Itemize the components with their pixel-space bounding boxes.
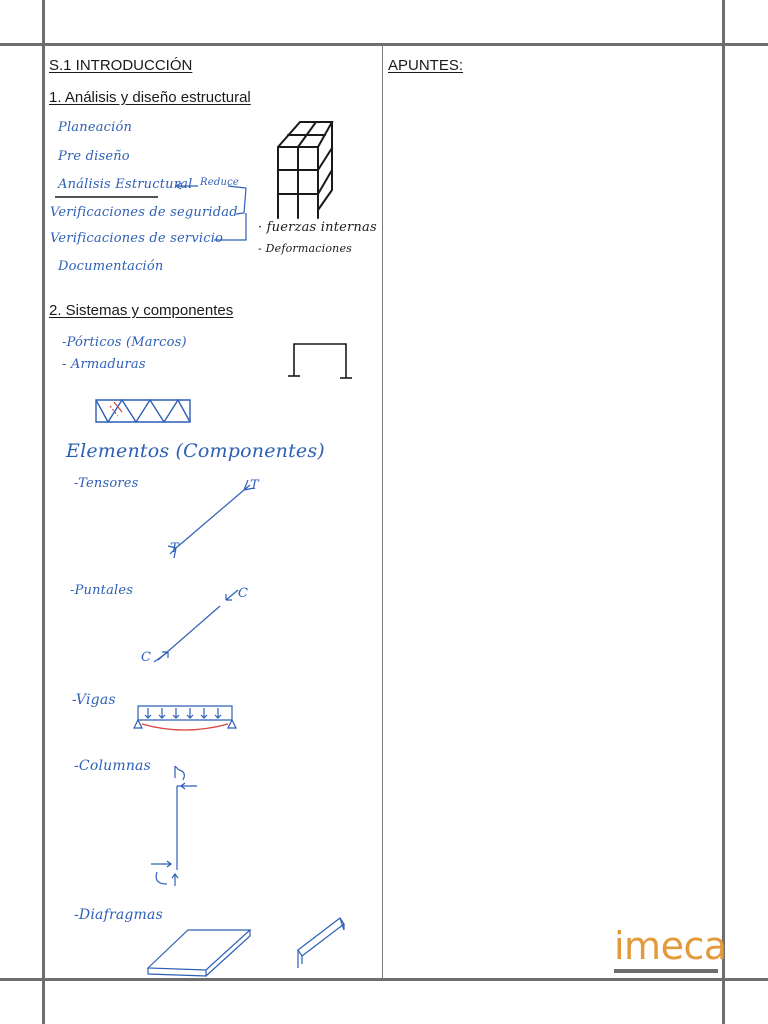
system-porticos: -Pórticos (Marcos) [62,335,187,350]
truss-sketch [92,396,194,428]
strut-sketch [140,584,250,668]
element-tensores: -Tensores [74,476,139,491]
notes-heading: APUNTES: [388,57,464,74]
step-analisis: Análisis Estructural [58,177,193,192]
imeca-logo [614,924,727,977]
bottom-border-line [0,978,768,981]
beam-sketch [134,702,238,734]
analysis-loop-sketch [0,0,768,300]
tensor-label-bottom: T [170,541,179,556]
elements-heading: Elementos (Componentes) [66,440,325,462]
portal-frame-sketch [284,340,356,384]
building-frame-sketch [270,112,340,222]
page-heading: S.1 INTRODUCCIÓN [49,57,193,74]
step-verif-seguridad: Verificaciones de seguridad [50,205,238,220]
reduce-note: Reduce [200,177,240,188]
section2-title: 2. Sistemas y componentes [49,302,234,319]
column-sketch [145,760,215,894]
element-vigas: -Vigas [72,692,116,708]
output-fuerzas: · fuerzas internas [258,220,377,235]
element-columnas: -Columnas [74,758,151,774]
brand-underline-bar [614,969,718,973]
step-documentacion: Documentación [58,259,164,274]
strut-label-top: C [238,586,249,601]
element-diafragmas: -Diafragmas [74,907,163,923]
tensor-label-top: T [250,478,259,493]
section1-title: 1. Análisis y diseño estructural [49,89,251,106]
strut-label-bottom: C [141,650,152,665]
brand-wordmark: imeca [614,924,727,968]
output-deformaciones: - Deformaciones [258,242,353,255]
step-verif-servicio: Verificaciones de servicio [50,231,224,246]
step-planeacion: Planeación [58,120,133,135]
step-prediseno: Pre diseño [58,149,130,164]
element-puntales: -Puntales [70,583,134,598]
system-armaduras: - Armaduras [62,357,146,372]
diaphragm-sketch [144,912,364,978]
